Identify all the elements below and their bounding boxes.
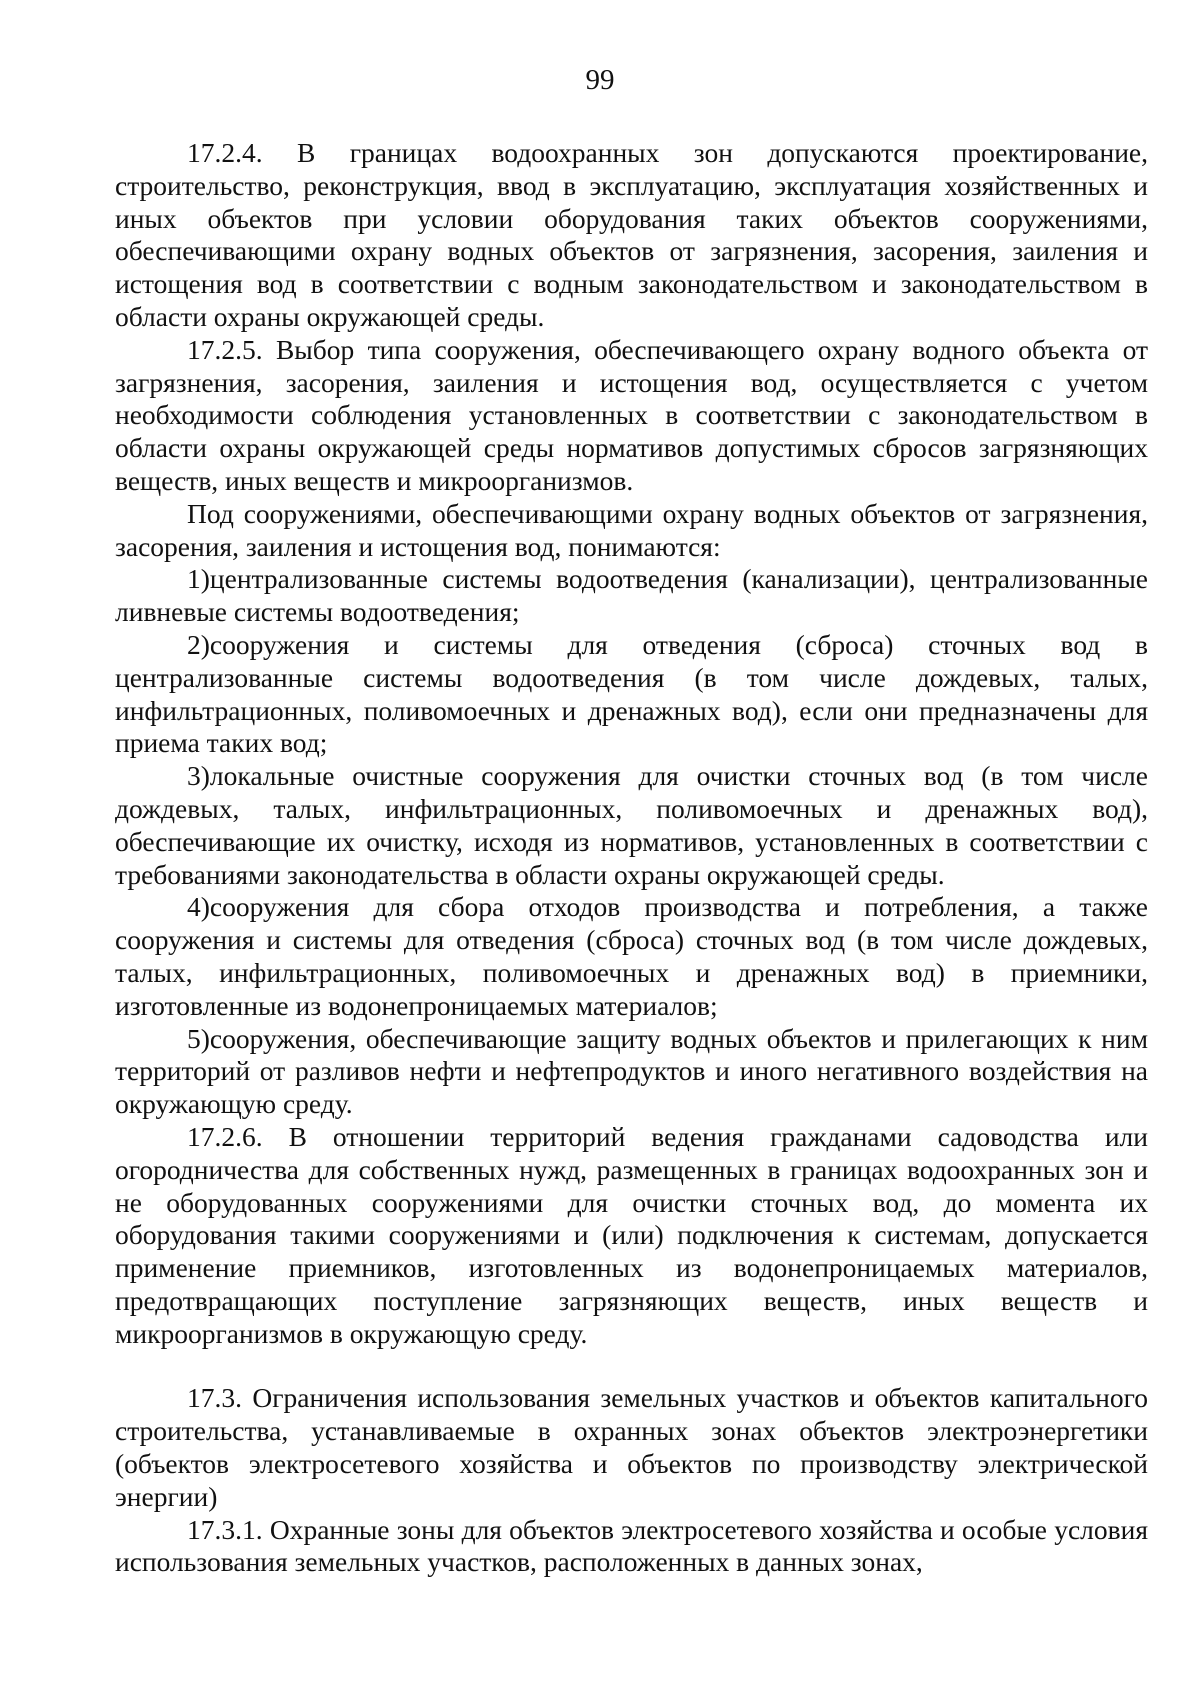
list-item-text: сооружения для сбора отходов производства и потребления, а также сооружения и системы для отведения (сброса) сточных вод (в том числе дождевых, талых, инфильтрационных, поливомоечных и дренажных вод) в приемники, изготовленные из водонепроницаемых материалов; [115,891,1148,1021]
list-item-number: 3) [187,760,210,792]
paragraph-17-3-1: 17.3.1. Охранные зоны для объектов электросетевого хозяйства и особые условия использования земельных участков, расположенных в данных зонах, [115,1513,1148,1578]
list-item-text: локальные очистные сооружения для очистки сточных вод (в том числе дождевых, талых, инфильтрационных, поливомоечных и дренажных вод), обеспечивающие их очистку, исходя из нормативов, установленных в соответствии с требованиями законодательства в области охраны окружающей среды. [115,760,1148,890]
list-item-text: централизованные системы водоотведения (канализации), централизованные ливневые системы водоотведения; [115,563,1148,628]
list-item [115,1023,1148,1121]
page-number: 99 [585,64,615,96]
list-item [115,629,1148,760]
paragraph-structures-intro: Под сооружениями, обеспечивающими охрану водных объектов от загрязнения, засорения, заиления и истощения вод, понимаются: [115,497,1148,562]
paragraph-17-2-6: 17.2.6. В отношении территорий ведения гражданами садоводства или огородничества для собственных нужд, размещенных в границах водоохранных зон и не оборудованных сооружениями для очистки сточных вод, до момента их оборудования такими сооружениями и (или) подключения к системам, допускается применение приемников, изготовленных из водонепроницаемых материалов, предотвращающих поступление загрязняющих веществ, иных веществ и микроорганизмов в окружающую среду. [115,1120,1148,1349]
paragraph-17-2-4: 17.2.4. В границах водоохранных зон допускаются проектирование, строительство, реконструкция, ввод в эксплуатацию, эксплуатация хозяйственных и иных объектов при условии оборудования таких объектов сооружениями, обеспечивающими охрану водных объектов от загрязнения, засорения, заиления и истощения вод в соответствии с водным законодательством и законодательством в области охраны окружающей среды. [115,137,1148,332]
list-item-number: 5) [187,1022,210,1054]
list-item [115,760,1148,891]
list-item-number: 1) [187,563,210,595]
list-item-number: 4) [187,891,210,923]
list-item-number: 2) [187,628,210,660]
list-item-text: сооружения, обеспечивающие защиту водных объектов и прилегающих к ним территорий от разливов нефти и нефтепродуктов и иного негативного воздействия на окружающую среду. [115,1022,1148,1120]
list-item [115,891,1148,1022]
list-item-text: сооружения и системы для отведения (сброса) сточных вод в централизованные системы водоотведения (в том числе дождевых, талых, инфильтрационных, поливомоечных и дренажных вод), если они предназначены для приема таких вод; [115,628,1148,759]
section-spacer [115,1350,1148,1382]
section-heading-17-3: 17.3. Ограничения использования земельных участков и объектов капитального строительства, устанавливаемые в охранных зонах объектов электроэнергетики (объектов электросетевого хозяйства и объектов по производству электрической энергии) [115,1382,1148,1512]
document-body [115,137,1148,1579]
list-item [115,563,1148,629]
paragraph-17-2-5: 17.2.5. Выбор типа сооружения, обеспечивающего охрану водного объекта от загрязнения, засорения, заиления и истощения вод, осуществляется с учетом необходимости соблюдения установленных в соответствии с законодательством в области охраны окружающей среды нормативов допустимых сбросов загрязняющих веществ, иных веществ и микроорганизмов. [115,333,1148,496]
